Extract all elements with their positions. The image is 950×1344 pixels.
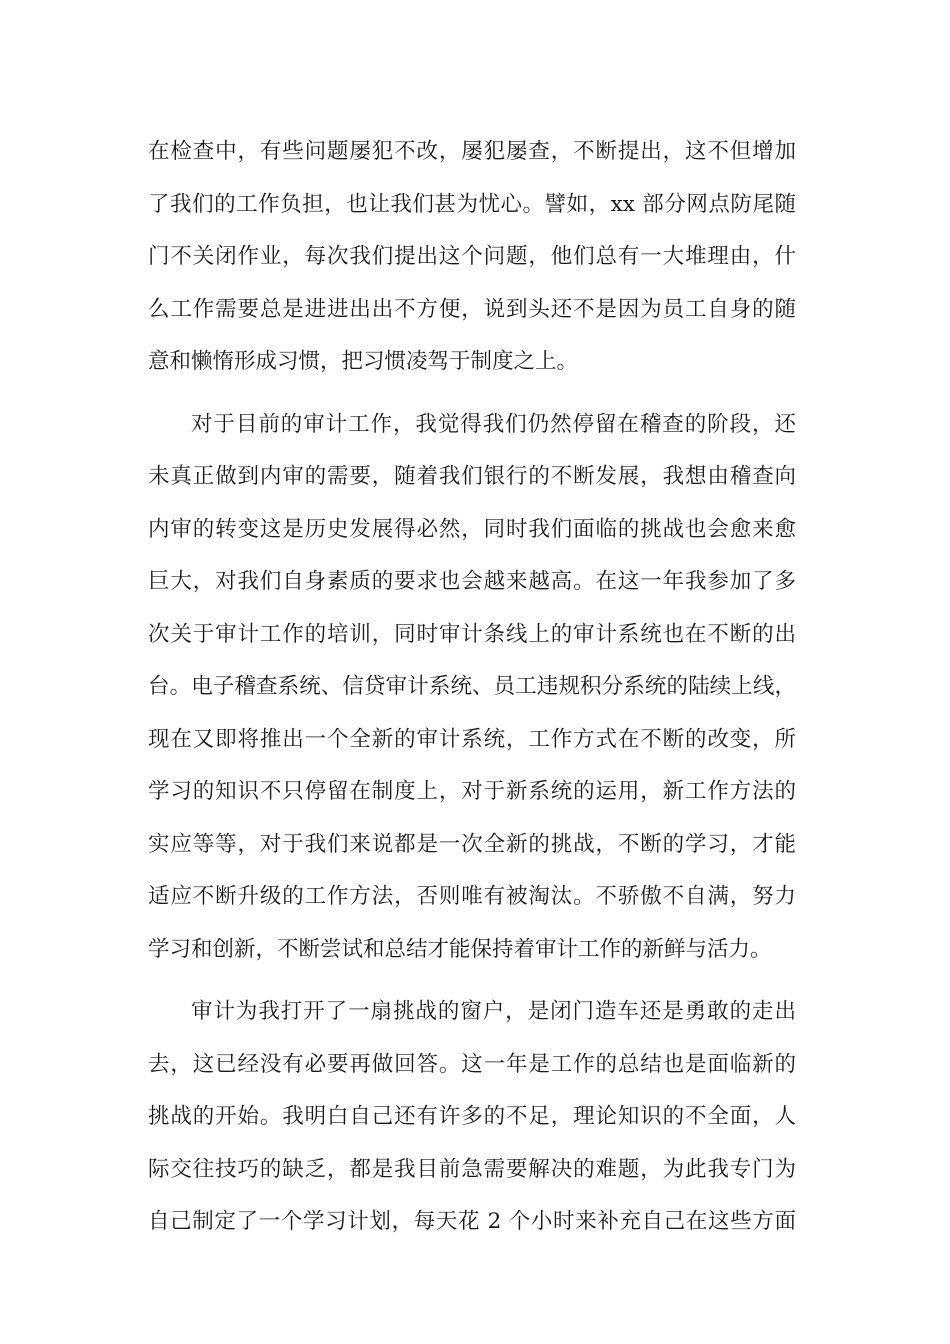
text-line: 对于目前的审计工作，我觉得我们仍然停留在稽查的阶段，还	[191, 411, 796, 437]
text-line: 未真正做到内审的需要，随着我们银行的不断发展，我想由稽查向	[148, 464, 796, 489]
text-line: 了我们的工作负担，也让我们甚为忧心。譬如，xx 部分网点防尾随	[148, 191, 796, 217]
text-line: 意和懒惰形成习惯，把习惯凌驾于制度之上。	[148, 349, 579, 374]
text-line: 现在又即将推出一个全新的审计系统，工作方式在不断的改变，所	[148, 726, 796, 752]
paragraph-challenge-window	[148, 986, 796, 1249]
text-line: 去，这已经没有必要再做回答。这一年是工作的总结也是面临新的	[148, 1051, 796, 1077]
text-line: 台。电子稽查系统、信贷审计系统、员工违规积分系统的陆续上线，	[148, 674, 796, 699]
document-body	[148, 126, 796, 1249]
text-line: 次关于审计工作的培训，同时审计条线上的审计系统也在不断的出	[148, 621, 796, 647]
text-line: 么工作需要总是进进出出不方便，说到头还不是因为员工自身的随	[148, 296, 796, 322]
paragraph-inspection-issues	[148, 126, 796, 389]
text-line: 适应不断升级的工作方法，否则唯有被淘汰。不骄傲不自满，努力	[148, 884, 796, 909]
text-line: 内审的转变这是历史发展得必然，同时我们面临的挑战也会愈来愈	[148, 516, 796, 542]
text-line: 自己制定了一个学习计划，每天花 2 个小时来补充自己在这些方面	[148, 1209, 796, 1234]
text-line: 门不关闭作业，每次我们提出这个问题，他们总有一大堆理由，什	[148, 244, 796, 269]
text-line: 学习和创新，不断尝试和总结才能保持着审计工作的新鲜与活力。	[148, 936, 772, 962]
text-line: 巨大，对我们自身素质的要求也会越来越高。在这一年我参加了多	[148, 569, 796, 594]
text-line: 学习的知识不只停留在制度上，对于新系统的运用，新工作方法的	[148, 779, 796, 804]
paragraph-audit-work	[148, 399, 796, 977]
text-line: 审计为我打开了一扇挑战的窗户，是闭门造车还是勇敢的走出	[191, 999, 796, 1024]
text-line: 际交往技巧的缺乏，都是我目前急需要解决的难题，为此我专门为	[148, 1156, 796, 1182]
text-line: 在检查中，有些问题屡犯不改，屡犯屡查，不断提出，这不但增加	[148, 139, 796, 164]
text-line: 实应等等，对于我们来说都是一次全新的挑战，不断的学习，才能	[148, 831, 796, 857]
text-line: 挑战的开始。我明白自己还有许多的不足，理论知识的不全面，人	[148, 1104, 796, 1129]
